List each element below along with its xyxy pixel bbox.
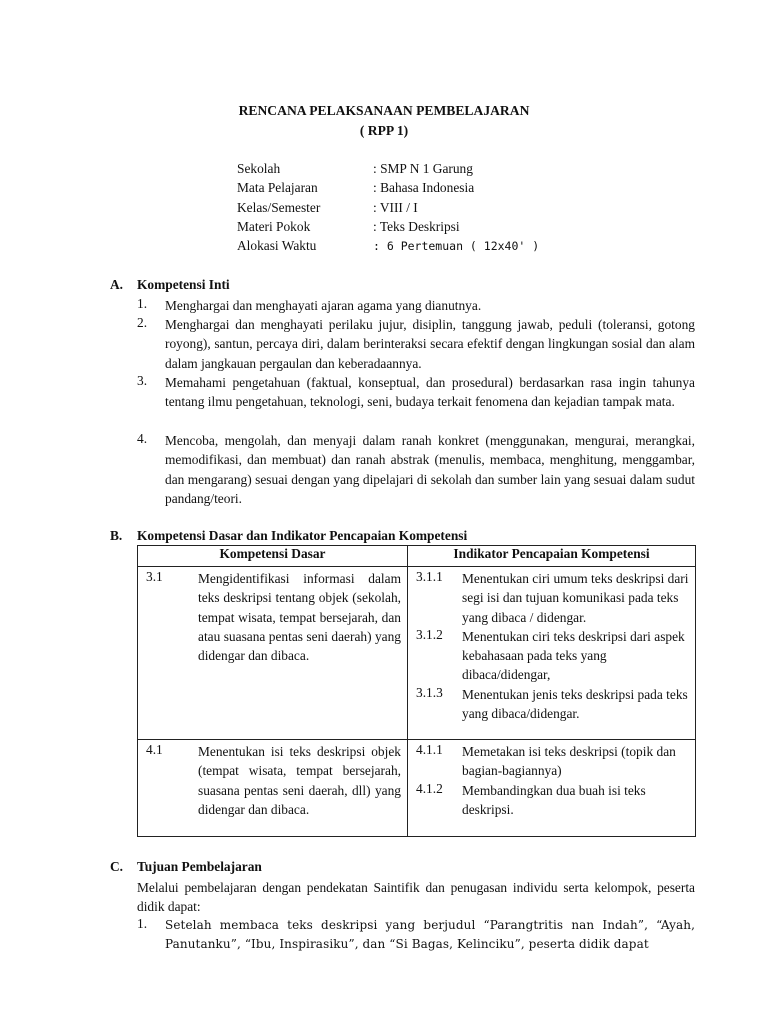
list-item <box>137 373 695 412</box>
indicator-number: 3.1.1 <box>416 569 443 584</box>
list-number: 1. <box>137 296 148 311</box>
indicator-number: 3.1.3 <box>416 684 443 700</box>
info-value: : 6 Pertemuan ( 12x40' ) <box>373 239 540 253</box>
section-b-letter: B. <box>110 528 123 543</box>
section-a-title: Kompetensi Inti <box>137 277 230 292</box>
competency-table <box>137 545 696 837</box>
list-item <box>137 431 695 508</box>
list-number: 2. <box>137 315 148 330</box>
info-label: Sekolah <box>237 161 281 176</box>
indicator-item <box>408 567 695 627</box>
list-item <box>137 315 695 373</box>
kd-number: 4.1 <box>146 742 163 757</box>
list-text: Memahami pengetahuan (faktual, konseptual, dan prosedural) berdasarkan rasa ingin tahunya tentang ilmu pengetahuan, teknologi, seni, budaya terkait fenomena dan kejadian tampak mata. <box>165 375 695 410</box>
indicator-item <box>408 627 695 685</box>
indicator-text: Menentukan ciri umum teks deskripsi dari segi isi dan tujuan komunikasi pada teks yang dibaca / didengar. <box>462 571 689 625</box>
info-label: Kelas/Semester <box>237 200 321 215</box>
indicator-cell <box>408 567 696 740</box>
info-value: : Teks Deskripsi <box>373 219 460 234</box>
kd-number: 3.1 <box>146 569 163 584</box>
list-text: Menghargai dan menghayati perilaku jujur, disiplin, tanggung jawab, peduli (toleransi, gotong royong), santun, percaya diri, dalam berinteraksi secara efektif dengan lingkungan sosial dan alam dalam jangkauan pergaulan dan keberadaannya. <box>165 317 695 371</box>
info-value: : SMP N 1 Garung <box>373 161 473 176</box>
table-header-row <box>138 546 696 567</box>
section-a-letter: A. <box>110 277 124 292</box>
info-label: Materi Pokok <box>237 219 311 234</box>
section-c-intro: Melalui pembelajaran dengan pendekatan Saintifik dan penugasan individu serta kelompok, peserta didik dapat: <box>137 880 695 915</box>
section-c-title: Tujuan Pembelajaran <box>137 859 262 874</box>
info-value: : Bahasa Indonesia <box>373 180 475 195</box>
kd-cell <box>138 567 408 740</box>
indicator-text: Menentukan ciri teks deskripsi dari aspek kebahasaan pada teks yang dibaca/didengar, <box>462 628 685 683</box>
document-subtitle: ( RPP 1) <box>359 123 409 138</box>
indicator-number: 3.1.2 <box>416 626 443 642</box>
list-text: Menghargai dan menghayati ajaran agama yang dianutnya. <box>165 298 482 313</box>
table-row <box>138 567 696 740</box>
kd-text: Mengidentifikasi informasi dalam teks deskripsi tentang objek (sekolah, tempat wisata, tempat bersejarah, dan atau suasana pentas seni daerah) yang didengar dan dibaca. <box>198 571 401 664</box>
list-text: Mencoba, mengolah, dan menyaji dalam ranah konkret (menggunakan, mengurai, merangkai, memodifikasi, dan membuat) dan ranah abstrak (menulis, membaca, menghitung, menggambar, dan mengarang) sesuai dengan yang dipelajari di sekolah dan sumber lain yang sesuai dalam sudut pandang/teori. <box>165 433 695 506</box>
indicator-text: Membandingkan dua buah isi teks deskripsi. <box>462 782 646 817</box>
info-label: Mata Pelajaran <box>237 180 318 195</box>
section-c-letter: C. <box>110 859 124 874</box>
indicator-number: 4.1.1 <box>416 742 443 757</box>
list-number: 4. <box>137 431 148 446</box>
list-text: Setelah membaca teks deskripsi yang berjudul “Parangtritis nan Indah”, “Ayah, Panutanku”, “Ibu, Inspirasiku”, dan “Si Bagas, Kelinciku”, peserta didik dapat <box>165 918 695 952</box>
table-header-kd: Kompetensi Dasar <box>138 546 408 567</box>
indicator-item <box>408 685 695 724</box>
info-label: Alokasi Waktu <box>237 238 317 253</box>
section-b-title: Kompetensi Dasar dan Indikator Pencapaian Kompetensi <box>137 528 468 543</box>
indicator-number: 4.1.2 <box>416 780 443 796</box>
kd-text: Menentukan isi teks deskripsi objek (tempat wisata, tempat bersejarah, suasana pentas seni daerah, dll) yang didengar dan dibaca. <box>198 744 401 817</box>
indicator-cell <box>408 740 696 837</box>
document-title: RENCANA PELAKSANAAN PEMBELAJARAN <box>238 103 530 118</box>
indicator-text: Menentukan jenis teks deskripsi pada teks yang dibaca/didengar. <box>462 686 688 722</box>
list-number: 3. <box>137 373 148 388</box>
table-header-indicator: Indikator Pencapaian Kompetensi <box>408 546 696 567</box>
table-row <box>138 740 696 837</box>
list-item <box>137 296 695 315</box>
indicator-item <box>408 781 695 820</box>
kd-cell <box>138 740 408 837</box>
indicator-item <box>408 740 695 781</box>
info-value: : VIII / I <box>373 200 418 215</box>
indicator-text: Memetakan isi teks deskripsi (topik dan bagian-bagiannya) <box>462 744 676 779</box>
list-number: 1. <box>137 916 148 931</box>
list-item <box>137 916 695 955</box>
